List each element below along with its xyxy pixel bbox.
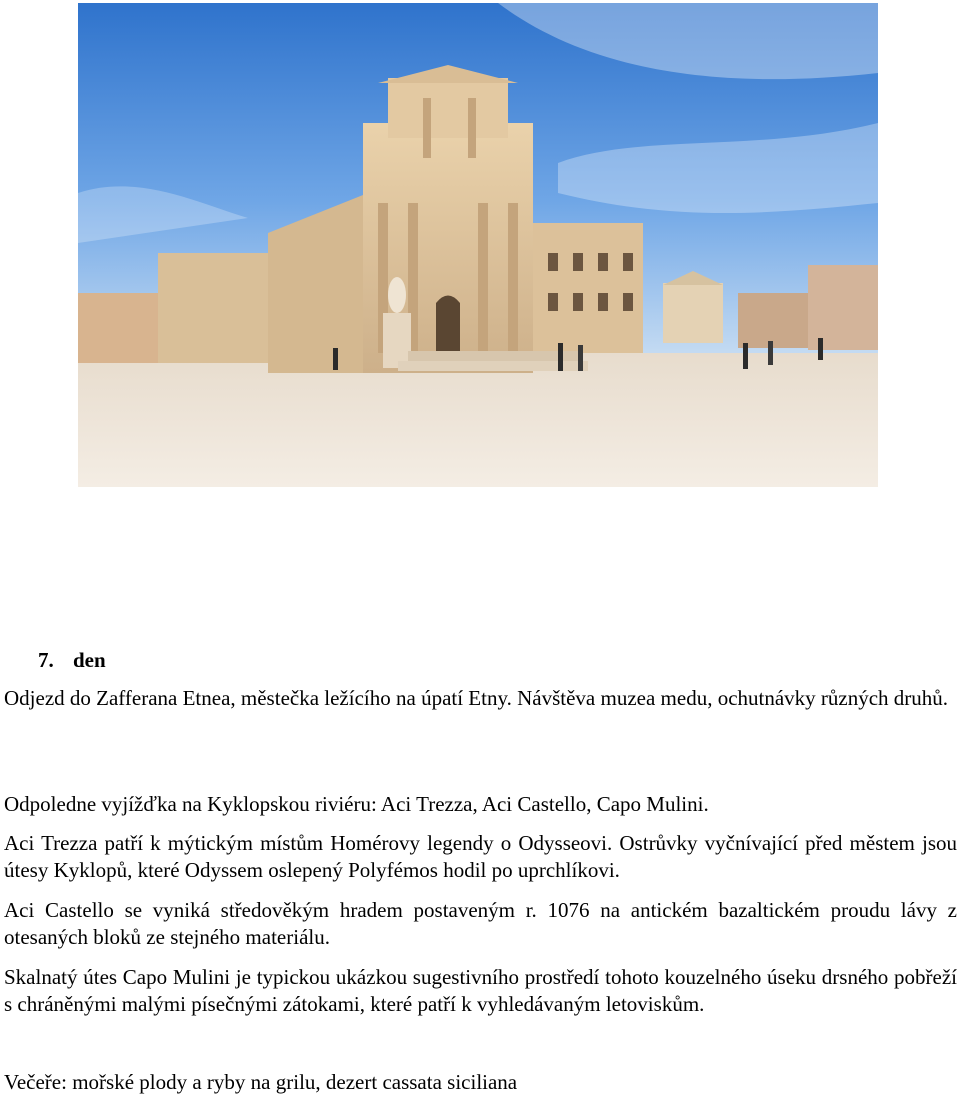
day-heading	[38, 646, 106, 674]
paragraph-aci-trezza: Aci Trezza patří k mýtickým místům Homérovy legendy o Odysseovi. Ostrůvky vyčnívající před městem jsou útesy Kyklopů, které Odyssem oslepený Polyfémos hodil po uprchlíkovi.	[4, 831, 957, 882]
day-title: den	[73, 648, 106, 672]
paragraph-aci-castello: Aci Castello se vyniká středověkým hradem postaveným r. 1076 na antickém bazaltickém proudu lávy z otesaných bloků ze stejného materiálu.	[4, 898, 957, 949]
paragraph-riviera-trip: Odpoledne vyjížďka na Kyklopskou riviéru: Aci Trezza, Aci Castello, Capo Mulini.	[4, 792, 709, 816]
paragraph-dinner: Večeře: mořské plody a ryby na grilu, dezert cassata siciliana	[4, 1070, 518, 1094]
cathedral-photo	[78, 3, 878, 487]
day-number: 7.	[38, 648, 54, 672]
paragraph-zafferana: Odjezd do Zafferana Etnea, městečka ležícího na úpatí Etny. Návštěva muzea medu, ochutnávky různých druhů.	[4, 686, 949, 710]
paragraph-capo-mulini: Skalnatý útes Capo Mulini je typickou ukázkou sugestivního prostředí tohoto kouzelného úseku drsného pobřeží s chráněnými malými písečnými zátokami, které patří k vyhledávaným letoviskům.	[4, 965, 957, 1016]
